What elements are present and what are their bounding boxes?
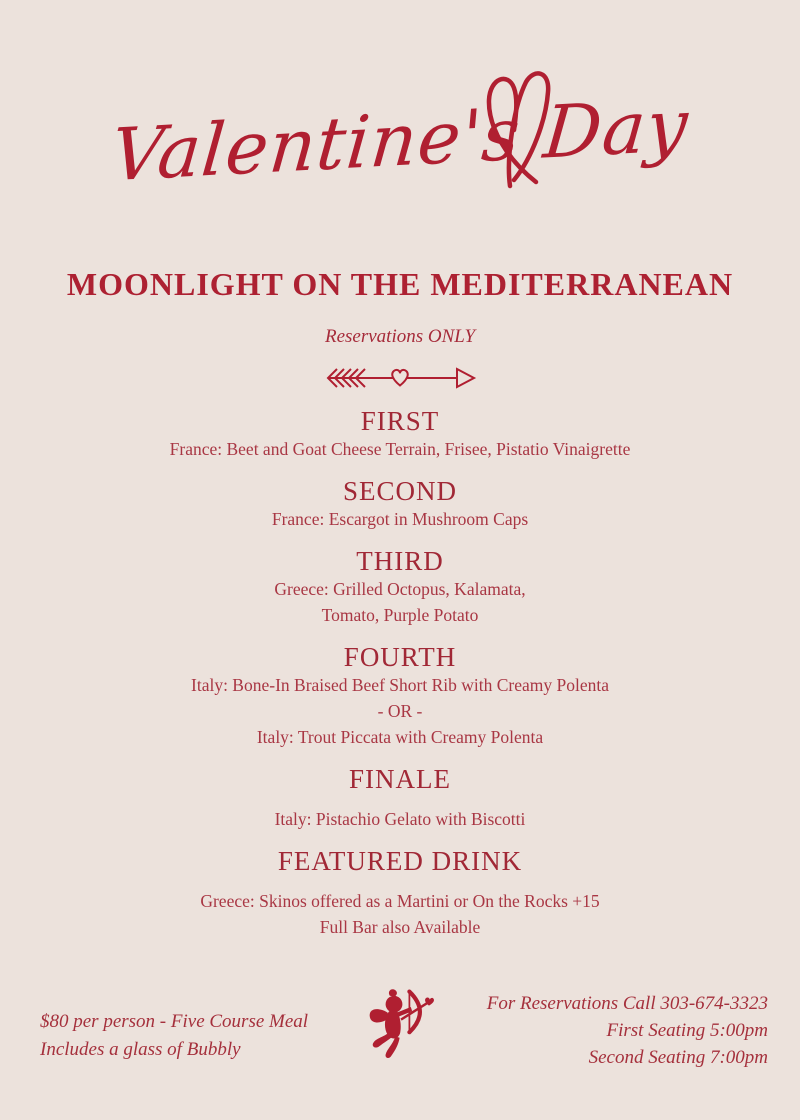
phone-line: For Reservations Call 303-674-3323 <box>486 993 768 1014</box>
course-item: Tomato, Purple Potato <box>321 605 479 625</box>
subtitle-reservations-only: Reservations ONLY <box>324 326 476 347</box>
course-heading: FIRST <box>360 406 440 436</box>
script-title: Valentine's Day <box>108 82 692 198</box>
menu-courses <box>0 406 800 940</box>
course-third <box>0 546 800 628</box>
reservation-info <box>487 990 768 1071</box>
cupid-icon <box>366 986 436 1070</box>
course-fourth <box>0 642 800 750</box>
course-heading: THIRD <box>356 546 444 576</box>
main-title: MOONLIGHT ON THE MEDITERRANEAN <box>66 266 734 302</box>
course-heading: FINALE <box>349 764 451 794</box>
arrow-heart-icon <box>323 364 477 392</box>
course-item: France: Beet and Goat Cheese Terrain, Frisee, Pistatio Vinaigrette <box>169 439 631 459</box>
course-second <box>0 476 800 532</box>
course-featured-drink <box>0 846 800 940</box>
course-item: Full Bar also Available <box>319 917 481 937</box>
bubbly-line: Includes a glass of Bubbly <box>40 1039 241 1060</box>
course-item: Italy: Bone-In Braised Beef Short Rib with Creamy Polenta <box>191 675 609 695</box>
divider <box>0 364 800 397</box>
course-item: Italy: Pistachio Gelato with Biscotti <box>274 809 526 829</box>
course-item: France: Escargot in Mushroom Caps <box>271 509 529 529</box>
course-heading: FOURTH <box>343 642 457 672</box>
course-heading: FEATURED DRINK <box>277 846 523 876</box>
course-item: Greece: Skinos offered as a Martini or On the Rocks +15 <box>200 891 600 911</box>
course-first <box>0 406 800 462</box>
second-seating-line: Second Seating 7:00pm <box>588 1047 768 1068</box>
course-item: Greece: Grilled Octopus, Kalamata, <box>274 579 526 599</box>
pricing-info <box>40 1008 308 1064</box>
course-finale <box>0 764 800 832</box>
course-or-separator: - OR - <box>377 701 423 721</box>
course-heading: SECOND <box>342 476 457 506</box>
price-line: $80 per person - Five Course Meal <box>40 1011 309 1032</box>
course-item: Italy: Trout Piccata with Creamy Polenta <box>256 727 544 747</box>
first-seating-line: First Seating 5:00pm <box>606 1020 768 1041</box>
